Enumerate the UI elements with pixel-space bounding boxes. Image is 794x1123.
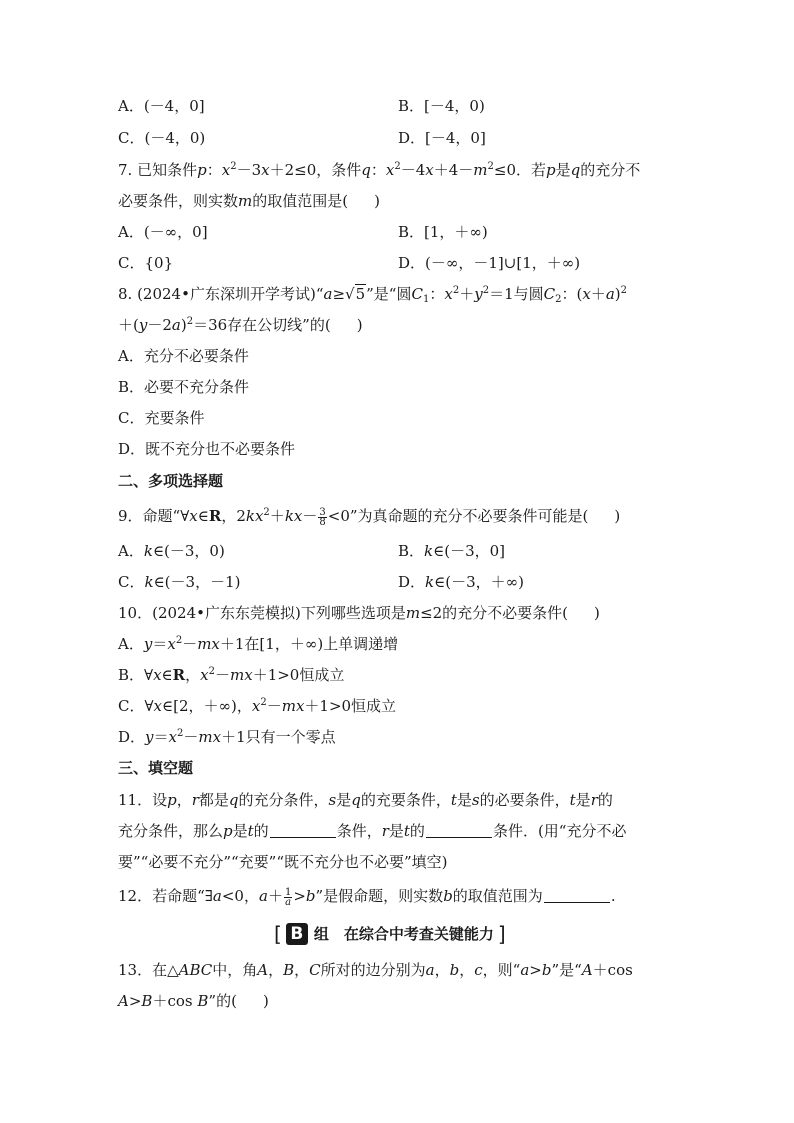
q12-stem: 12．若命题“∃a<0，a＋ $\frac{1}{a}$ >b”是假命题，则实数b的取值范围为 .: [118, 886, 616, 908]
q13-stem-line2: A>B＋cos B”的( ): [118, 992, 269, 1010]
q9-options-row1: [118, 541, 678, 561]
q9-option-d: D．k∈(－3，＋∞): [398, 573, 524, 591]
q7-option-a: A．(－∞，0]: [118, 223, 208, 241]
q11-answer-blank-1[interactable]: [270, 823, 336, 838]
q6-options-row2: [118, 128, 678, 148]
group-b-badge: B: [286, 923, 308, 945]
q10-option-b: B．∀x∈R，$x^2-mx+1>0$恒成立: [118, 666, 345, 684]
q9-stem: 9．命题“∀x∈R，$2kx^2+kx-$ $\frac{3}{8}$ <0”为真命题的充分不必要条件可能是( ): [118, 506, 621, 528]
q9-options-row2: [118, 572, 678, 592]
group-b-title: [ B 组 在综合中考查关键能力 ]: [274, 922, 506, 946]
q10-option-a: A．$y=x^2-mx+1$在[1，＋∞)上单调递增: [118, 635, 399, 653]
q8-option-a: A．充分不必要条件: [118, 347, 249, 365]
q7-option-c: C．{0}: [118, 254, 174, 272]
q11-stem-line1: 11．设p，r都是q的充分条件，s是q的充要条件，t是s的必要条件，t是r的: [118, 791, 613, 809]
q11-stem-line2: 充分条件，那么p是t的 条件，r是t的 条件．(用“充分不必: [118, 822, 627, 840]
q8-stem-line1: 8. (2024•广东深圳开学考试)“a≥√5”是“圆$C_1$：$x^2+y^2=1$与圆$C_2$：$(x+a)^2$: [118, 285, 627, 305]
q12-answer-blank[interactable]: [544, 888, 610, 903]
q11-answer-blank-2[interactable]: [426, 823, 492, 838]
q10-stem: 10．(2024•广东东莞模拟)下列哪些选项是m≤2的充分不必要条件( ): [118, 604, 600, 622]
q6-option-b: B．[－4，0): [398, 97, 485, 115]
q8-stem-line2: $+(y-2a)^2=36$存在公切线”的( ): [118, 316, 363, 334]
q6-option-a: A．(－4，0]: [118, 97, 205, 115]
q10-option-c: C．∀x∈[2，＋∞)，$x^2-mx+1>0$恒成立: [118, 697, 397, 715]
fraction-3-8: $\frac{3}{8}$: [319, 506, 326, 528]
q7-options-row2: [118, 253, 678, 273]
q6-option-d: D．[－4，0]: [398, 129, 486, 147]
q7-option-b: B．[1，＋∞): [398, 223, 488, 241]
q8-option-b: B．必要不充分条件: [118, 378, 250, 396]
q11-stem-line3: 要”“必要不充分”“充要”“既不充分也不必要”填空): [118, 853, 448, 871]
q8-option-d: D．既不充分也不必要条件: [118, 440, 296, 458]
q7-stem-line1: 7. 已知条件p：$x^2-3x+2\le 0$，条件q：$x^2-4x+4-m^2\le 0$．若p是q的充分不: [118, 161, 641, 179]
q9-option-b: B．k∈(－3，0]: [398, 542, 506, 560]
q7-stem-line2: 必要条件，则实数m的取值范围是( ): [118, 192, 380, 210]
sqrt-radicand: 5: [355, 285, 366, 303]
q6-option-c: C．(－4，0): [118, 129, 206, 147]
section-multiple-choice-header: 二、多项选择题: [118, 472, 224, 490]
q8-option-c: C．充要条件: [118, 409, 205, 427]
section-fill-in-header: 三、填空题: [118, 759, 194, 777]
q7-options-row1: [118, 222, 678, 242]
fraction-1-over-a: $\frac{1}{a}$: [284, 886, 292, 908]
q9-option-c: C．k∈(－3，－1): [118, 573, 241, 591]
q10-option-d: D．$y=x^2-mx+1$只有一个零点: [118, 728, 336, 746]
q7-option-d: D．(－∞，－1]∪[1，＋∞): [398, 254, 581, 272]
q9-option-a: A．k∈(－3，0): [118, 542, 225, 560]
q13-stem-line1: 13．在△ABC中，角A，B，C所对的边分别为a，b，c，则“a>b”是“A＋cos: [118, 961, 633, 979]
q6-options-row1: [118, 96, 678, 116]
